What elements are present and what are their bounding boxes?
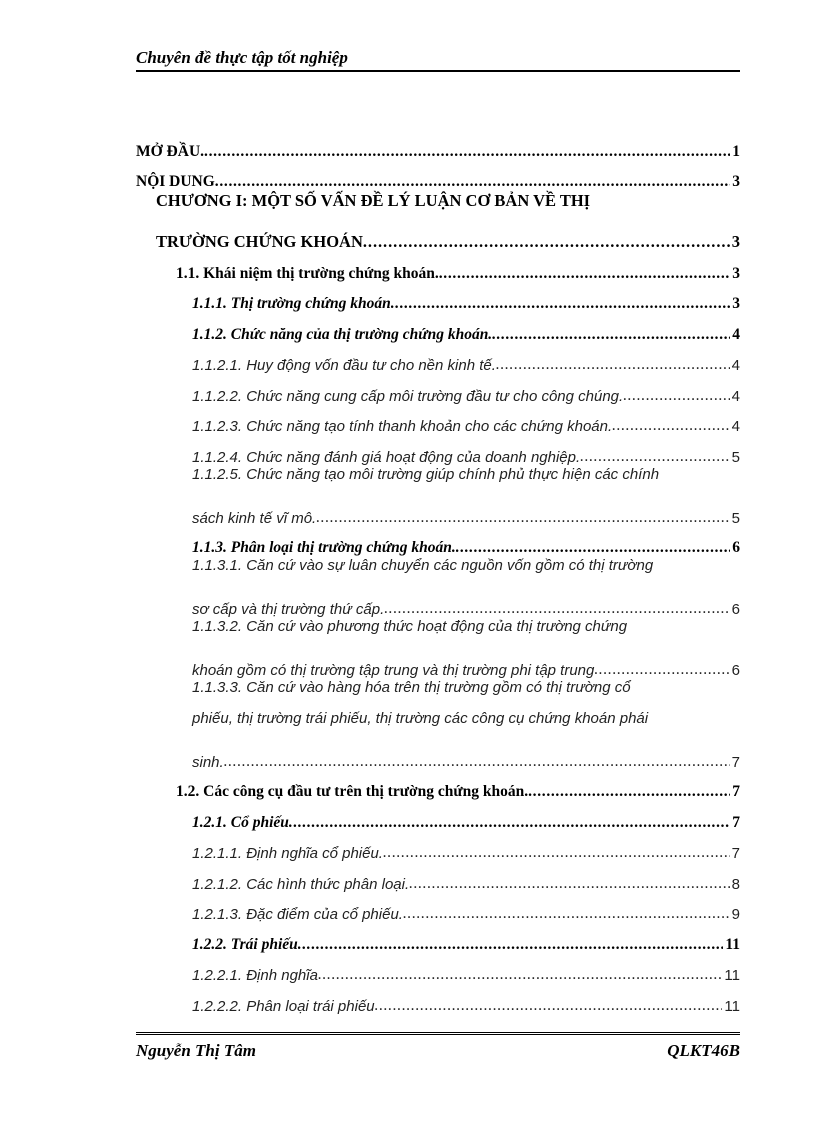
toc-entry[interactable] — [136, 984, 740, 1015]
toc-entry-title: sách kinh tế vĩ mô. — [192, 509, 317, 527]
toc-dot-leader — [612, 417, 730, 435]
toc-entry[interactable] — [136, 588, 740, 619]
toc-entry[interactable] — [136, 618, 740, 649]
toc-page-number: 7 — [732, 813, 740, 831]
toc-entry-title: 1.1.2.1. Huy động vốn đầu tư cho nền kinh tế. — [192, 357, 496, 374]
toc-entry[interactable] — [136, 801, 740, 832]
toc-dot-leader — [403, 905, 730, 923]
toc-entry-title: TRƯỜNG CHỨNG KHOÁN — [156, 232, 363, 251]
toc-dot-leader — [439, 265, 731, 283]
toc-entry-title: phiếu, thị trường trái phiếu, thị trường các công cụ chứng khoán phái — [192, 709, 649, 727]
toc-entry[interactable] — [136, 679, 740, 710]
footer-class-code: QLKT46B — [667, 1041, 740, 1060]
toc-page-number: 6 — [732, 539, 740, 556]
toc-page-number: 8 — [731, 875, 740, 893]
toc-dot-leader — [215, 173, 730, 191]
toc-entry-title: 1.1.1. Thị trường chứng khoán — [192, 295, 391, 312]
toc-page-number: 6 — [731, 662, 740, 679]
toc-dot-leader — [623, 387, 729, 405]
toc-entry[interactable] — [136, 923, 740, 954]
toc-entry-title: sơ cấp và thị trường thứ cấp. — [192, 601, 385, 618]
toc-dot-leader — [580, 448, 730, 466]
toc-entry[interactable] — [136, 771, 740, 802]
toc-entry-title: 1.2.1.1. Định nghĩa cổ phiếu. — [192, 845, 383, 862]
toc-page-number: 4 — [731, 387, 740, 405]
toc-page-number: 1 — [732, 142, 740, 160]
toc-entry[interactable] — [136, 191, 740, 222]
page-header — [136, 48, 740, 72]
toc-page-number: 4 — [732, 325, 740, 343]
toc-entry-title: 1.1.2.3. Chức năng tạo tính thanh khoản cho các chứng khoán. — [192, 418, 613, 435]
toc-entry-title: 1.1.3.2. Căn cứ vào phương thức hoạt động của thị trường chứng — [192, 618, 628, 635]
toc-entry[interactable] — [136, 710, 740, 741]
toc-page-number: 11 — [724, 967, 740, 984]
toc-dot-leader — [204, 143, 730, 161]
toc-page-number: 7 — [731, 753, 740, 771]
toc-entry-title: 1.1.2.5. Chức năng tạo môi trường giúp chính phủ thực hiện các chính — [192, 465, 660, 483]
toc-entry[interactable] — [136, 954, 740, 985]
toc-entry-title: 1.2.2.2. Phân loại trái phiếu — [192, 997, 375, 1015]
toc-entry[interactable] — [136, 893, 740, 924]
toc-entry[interactable] — [136, 344, 740, 375]
toc-page-number: 3 — [731, 232, 740, 251]
toc-dot-leader — [528, 783, 730, 801]
toc-entry-title: NỘI DUNG — [136, 173, 215, 190]
toc-entry-title: khoán gồm có thị trường tập trung và thị trường phi tập trung — [192, 662, 595, 679]
toc-dot-leader — [298, 936, 724, 954]
toc-page-number: 3 — [732, 264, 740, 282]
toc-entry[interactable] — [136, 130, 740, 161]
toc-entry[interactable] — [136, 374, 740, 405]
toc-dot-leader — [492, 326, 730, 344]
toc-dot-leader — [456, 539, 730, 557]
toc-page-number: 7 — [731, 845, 740, 862]
toc-entry-title: 1.1.2. Chức năng của thị trường chứng khoán. — [192, 325, 493, 343]
toc-dot-leader — [391, 295, 731, 313]
toc-page-number: 7 — [732, 783, 740, 800]
toc-page-number: 6 — [731, 601, 740, 618]
toc-entry[interactable] — [136, 283, 740, 314]
toc-dot-leader — [409, 875, 730, 893]
toc-dot-leader — [384, 600, 729, 618]
toc-dot-leader — [318, 966, 722, 984]
header-title: Chuyên đề thực tập tốt nghiệp — [136, 48, 348, 67]
toc-dot-leader — [316, 509, 729, 527]
toc-page-number: 11 — [725, 935, 740, 953]
toc-dot-leader — [496, 356, 730, 374]
footer-author: Nguyễn Thị Tâm — [136, 1041, 256, 1060]
toc-page-number: 11 — [724, 997, 740, 1015]
toc-page-number: 5 — [731, 448, 740, 466]
toc-entry-title: MỞ ĐẦU. — [136, 142, 205, 160]
toc-entry[interactable] — [136, 649, 740, 680]
toc-entry[interactable] — [136, 832, 740, 863]
toc-entry[interactable] — [136, 527, 740, 558]
toc-entry[interactable] — [136, 862, 740, 893]
toc-entry[interactable] — [136, 557, 740, 588]
toc-entry-title: CHƯƠNG I: MỘT SỐ VẤN ĐỀ LÝ LUẬN CƠ BẢN VỀ THỊ — [156, 191, 591, 210]
toc-entry[interactable] — [136, 405, 740, 436]
table-of-contents — [136, 130, 740, 1015]
toc-page-number: 5 — [731, 509, 740, 527]
toc-entry-title: 1.1.3.3. Căn cứ vào hàng hóa trên thị trường gồm có thị trường cổ — [192, 679, 631, 696]
toc-dot-leader — [383, 844, 730, 862]
toc-entry[interactable] — [136, 222, 740, 253]
toc-dot-leader — [363, 232, 730, 252]
toc-entry-title: 1.1.3. Phân loại thị trường chứng khoán. — [192, 539, 456, 556]
toc-entry[interactable] — [136, 435, 740, 466]
toc-entry[interactable] — [136, 161, 740, 192]
toc-entry-title: 1.2.2. Trái phiếu — [192, 935, 298, 953]
toc-page-number: 4 — [731, 418, 740, 435]
toc-entry-title: 1.2.1.3. Đặc điểm của cổ phiếu. — [192, 906, 403, 923]
toc-entry[interactable] — [136, 252, 740, 283]
toc-dot-leader — [375, 997, 723, 1015]
toc-dot-leader — [594, 661, 729, 679]
toc-entry[interactable] — [136, 466, 740, 497]
page-footer — [136, 1032, 740, 1061]
toc-page-number: 9 — [731, 906, 740, 923]
toc-entry-title: sinh. — [192, 753, 224, 771]
toc-entry[interactable] — [136, 313, 740, 344]
toc-entry-title: 1.1. Khái niệm thị trường chứng khoán. — [176, 264, 439, 282]
toc-entry-title: 1.1.3.1. Căn cứ vào sự luân chuyển các nguồn vốn gồm có thị trường — [192, 557, 654, 574]
toc-entry-title: 1.2.2.1. Định nghĩa — [192, 967, 318, 984]
toc-dot-leader — [289, 814, 730, 832]
toc-entry-title: 1.2. Các công cụ đầu tư trên thị trường chứng khoán. — [176, 783, 529, 800]
toc-page-number: 3 — [732, 295, 740, 312]
toc-entry-title: 1.2.1. Cổ phiếu — [192, 813, 289, 831]
toc-page-number: 3 — [732, 173, 740, 190]
toc-entry-title: 1.1.2.4. Chức năng đánh giá hoạt động của doanh nghiệp. — [192, 448, 581, 466]
toc-entry[interactable] — [136, 496, 740, 527]
toc-page-number: 4 — [731, 357, 740, 374]
toc-entry[interactable] — [136, 740, 740, 771]
toc-entry-title: 1.1.2.2. Chức năng cung cấp môi trường đầu tư cho công chúng. — [192, 387, 624, 405]
toc-dot-leader — [224, 753, 730, 771]
toc-entry-title: 1.2.1.2. Các hình thức phân loại. — [192, 875, 410, 893]
